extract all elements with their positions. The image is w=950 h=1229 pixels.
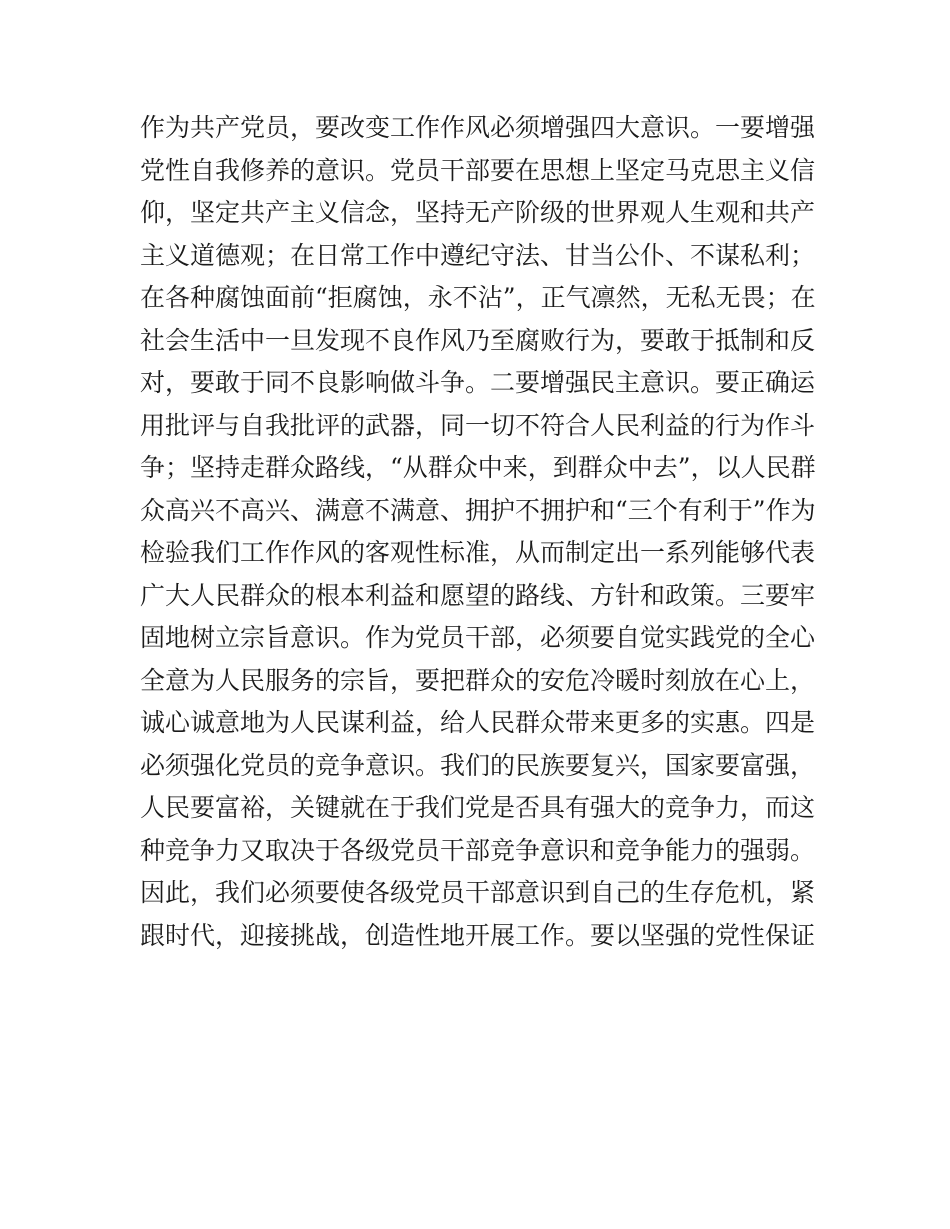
- text-line: 广大人民群众的根本利益和愿望的路线、方针和政策。三要牢: [140, 580, 816, 610]
- text-line: 因此，我们必须要使各级党员干部意识到自己的生存危机，紧: [140, 878, 816, 907]
- body-paragraph: [140, 107, 820, 957]
- text-line: 固地树立宗旨意识。作为党员干部，必须要自觉实践党的全心: [140, 623, 816, 652]
- text-line: 对，要敢于同不良影响做斗争。二要增强民主意识。要正确运: [140, 368, 816, 397]
- text-line: 在各种腐蚀面前“拒腐蚀，永不沾”，正气凛然，无私无畏；在: [140, 283, 816, 312]
- text-line: 争；坚持走群众路线，“从群众中来，到群众中去”，以人民群: [140, 453, 816, 482]
- text-line: 必须强化党员的竞争意识。我们的民族要复兴，国家要富强，: [140, 750, 816, 780]
- text-line: 种竞争力又取决于各级党员干部竞争意识和竞争能力的强弱。: [140, 835, 816, 865]
- text-line: 全意为人民服务的宗旨，要把群众的安危冷暖时刻放在心上，: [140, 665, 816, 695]
- text-line: 仰，坚定共产主义信念，坚持无产阶级的世界观人生观和共产: [140, 198, 816, 227]
- text-line: 检验我们工作作风的客观性标准，从而制定出一系列能够代表: [140, 538, 816, 567]
- text-line: 作为共产党员，要改变工作作风必须增强四大意识。一要增强: [140, 113, 816, 142]
- text-line: 党性自我修养的意识。党员干部要在思想上坚定马克思主义信: [140, 155, 816, 185]
- text-line: 用批评与自我批评的武器，同一切不符合人民利益的行为作斗: [140, 410, 816, 440]
- text-line: 人民要富裕，关键就在于我们党是否具有强大的竞争力，而这: [140, 793, 816, 822]
- text-line: 众高兴不高兴、满意不满意、拥护不拥护和“三个有利于”作为: [140, 495, 816, 525]
- text-line: 跟时代，迎接挑战，创造性地开展工作。要以坚强的党性保证: [140, 920, 816, 950]
- text-line: 诚心诚意地为人民谋利益，给人民群众带来更多的实惠。四是: [140, 708, 816, 737]
- text-line: 主义道德观；在日常工作中遵纪守法、甘当公仆、不谋私利；: [140, 240, 816, 270]
- text-line: 社会生活中一旦发现不良作风乃至腐败行为，要敢于抵制和反: [140, 325, 816, 355]
